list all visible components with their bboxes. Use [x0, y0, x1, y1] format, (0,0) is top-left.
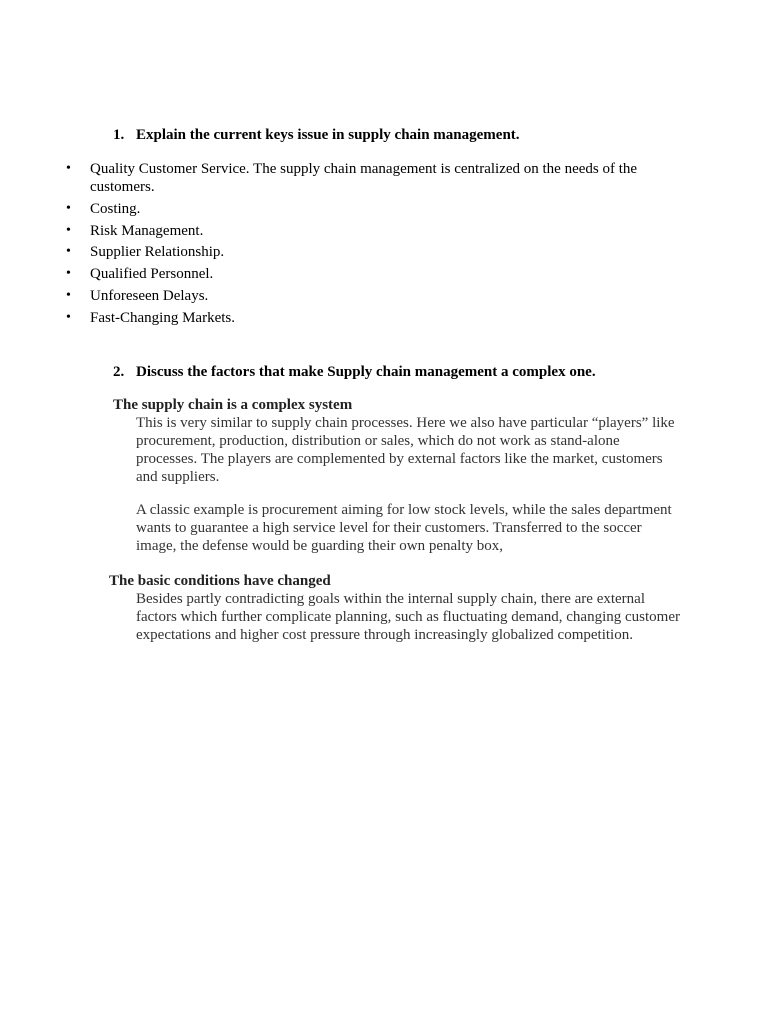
section-2-heading: The basic conditions have changed — [109, 573, 331, 589]
list-item — [62, 160, 662, 196]
section-1-heading: The supply chain is a complex system — [113, 397, 353, 413]
bullet-icon: • — [66, 222, 71, 238]
question-1-text: Explain the current keys issue in supply chain management. — [136, 127, 520, 143]
list-item — [62, 265, 662, 283]
bullet-icon: • — [66, 287, 71, 303]
bullet-icon: • — [66, 244, 71, 260]
question-1-number: 1. — [113, 127, 125, 143]
question-2-number: 2. — [113, 364, 125, 380]
list-item-text: Fast-Changing Markets. — [90, 309, 235, 326]
key-issues-list — [62, 160, 662, 331]
list-item — [62, 200, 662, 218]
section-1-paragraph-1: This is very similar to supply chain processes. Here we also have particular “players” like procurement, production, distribution or sales, which do not work as stand-alone processes. The players are complemented by external factors like the market, customers and suppliers. — [136, 415, 675, 485]
question-2-text: Discuss the factors that make Supply chain management a complex one. — [136, 364, 596, 380]
question-1-heading — [113, 126, 520, 144]
bullet-icon: • — [66, 161, 71, 176]
list-item-text: Unforeseen Delays. — [90, 287, 209, 304]
list-item-text: Supplier Relationship. — [90, 244, 225, 261]
list-item — [62, 243, 662, 261]
section-1-paragraph-2: A classic example is procurement aiming for low stock levels, while the sales department wants to guarantee a high service level for their customers. Transferred to the soccer image, the defense would be guarding their own penalty box, — [136, 502, 672, 554]
list-item — [62, 309, 662, 327]
list-item — [62, 287, 662, 305]
bullet-icon: • — [66, 309, 71, 325]
bullet-icon: • — [66, 200, 71, 216]
question-2-heading — [113, 363, 596, 381]
section-2-paragraph-1: Besides partly contradicting goals within the internal supply chain, there are external factors which further complicate planning, such as fluctuating demand, changing customer expectations and higher cost pressure through increasingly globalized competition. — [136, 591, 680, 643]
list-item-text: Quality Customer Service. The supply chain management is centralized on the needs of the customers. — [90, 161, 638, 195]
bullet-icon: • — [66, 266, 71, 282]
list-item-text: Qualified Personnel. — [90, 266, 214, 283]
list-item-text: Risk Management. — [90, 222, 204, 239]
list-item-text: Costing. — [90, 200, 141, 217]
list-item — [62, 222, 662, 240]
